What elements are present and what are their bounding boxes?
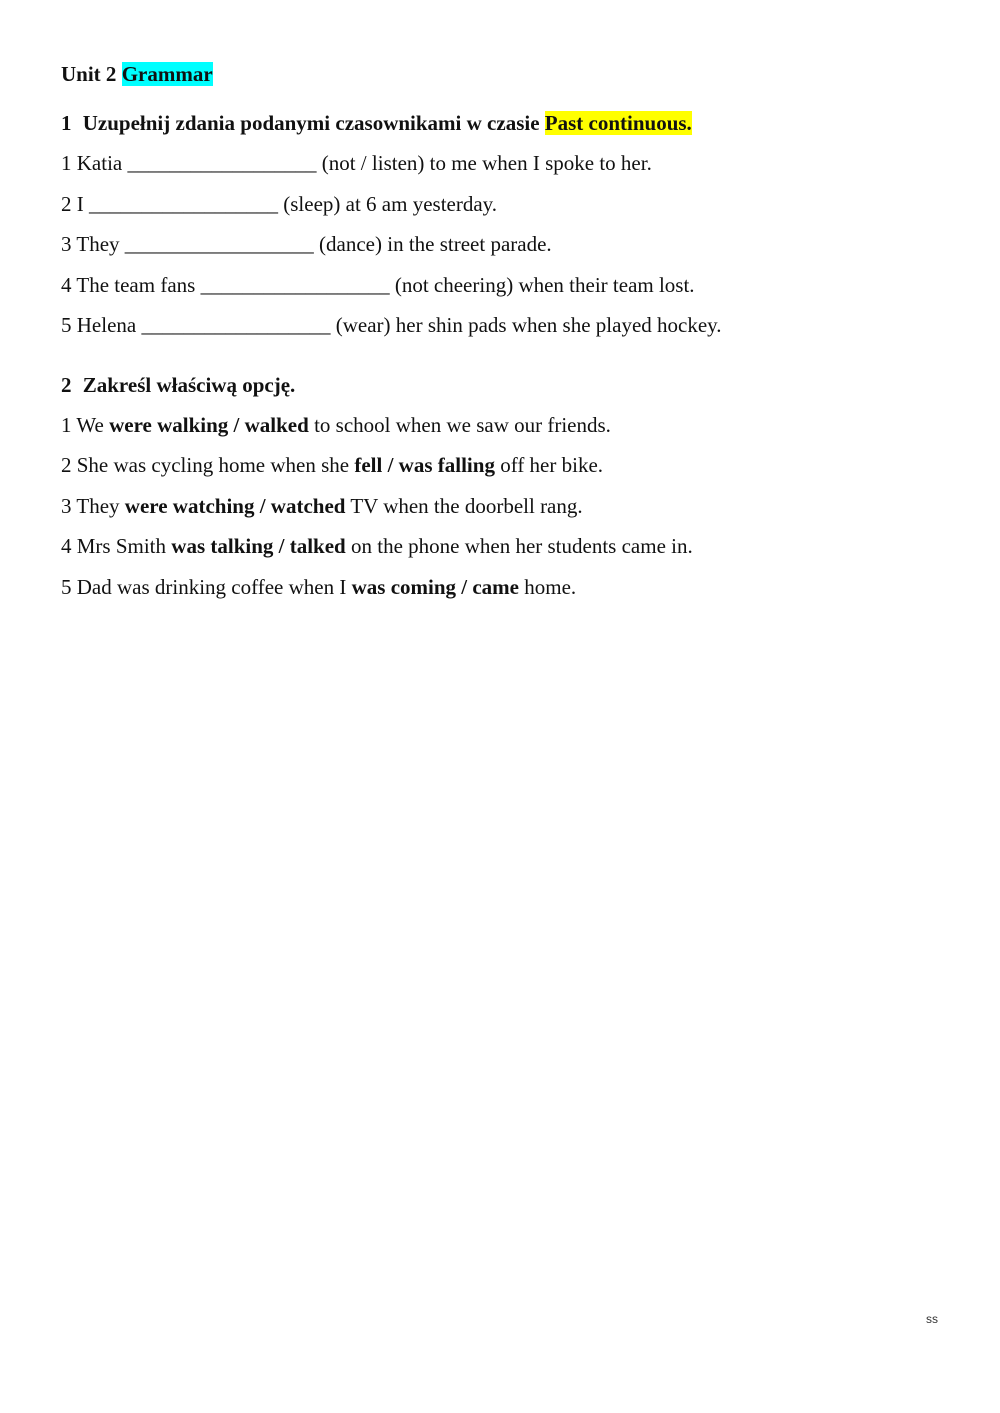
item-number: 1 bbox=[61, 412, 72, 437]
item-text-after: on the phone when her students came in. bbox=[350, 534, 693, 558]
item-rest: (not / listen) to me when I spoke to her. bbox=[321, 151, 652, 175]
answer-options[interactable]: fell / was falling bbox=[354, 453, 495, 477]
worksheet bbox=[61, 58, 961, 612]
exercise-1-item bbox=[61, 229, 961, 259]
item-text-after: TV when the doorbell rang. bbox=[350, 493, 583, 518]
exercise-1-instruction-text: Uzupełnij zdania podanymi czasownikami w czasie bbox=[82, 111, 540, 135]
item-number: 4 bbox=[61, 534, 72, 558]
footer-mark: ss bbox=[926, 1312, 938, 1326]
exercise-2-item bbox=[61, 531, 961, 561]
item-text-before: We bbox=[76, 412, 104, 437]
exercise-2-instruction bbox=[61, 370, 961, 400]
item-text-before: Mrs Smith bbox=[76, 534, 167, 558]
exercise-2-item bbox=[61, 450, 961, 480]
item-subject: Katia bbox=[76, 151, 123, 175]
item-text-before: Dad was drinking coffee when I bbox=[76, 574, 347, 599]
exercise-1-number: 1 bbox=[61, 111, 72, 135]
answer-blank[interactable]: __________________ bbox=[200, 272, 390, 297]
item-rest: (wear) her shin pads when she played hockey. bbox=[335, 313, 722, 337]
unit-title-highlight: Grammar bbox=[121, 62, 213, 86]
exercise-2-item bbox=[61, 491, 961, 521]
exercise-1-item bbox=[61, 148, 961, 178]
item-subject: Helena bbox=[76, 313, 137, 337]
item-rest: (sleep) at 6 am yesterday. bbox=[283, 191, 498, 216]
item-text-after: to school when we saw our friends. bbox=[314, 412, 611, 437]
item-number: 3 bbox=[61, 232, 72, 256]
item-rest: (not cheering) when their team lost. bbox=[394, 272, 695, 297]
section-spacer bbox=[61, 351, 961, 370]
exercise-1-item bbox=[61, 270, 961, 300]
item-text-after: off her bike. bbox=[500, 453, 604, 477]
answer-blank[interactable]: __________________ bbox=[127, 151, 317, 175]
answer-options[interactable]: were walking / walked bbox=[109, 412, 309, 437]
item-text-after: home. bbox=[524, 574, 577, 599]
answer-options[interactable]: were watching / watched bbox=[124, 493, 346, 518]
exercise-1-tense-highlight: Past continuous. bbox=[544, 111, 692, 135]
item-number: 5 bbox=[61, 574, 72, 599]
unit-title bbox=[61, 58, 961, 90]
unit-title-prefix: Unit 2 bbox=[61, 62, 117, 86]
exercise-2-item bbox=[61, 572, 961, 602]
item-subject: I bbox=[76, 191, 84, 216]
item-number: 4 bbox=[61, 272, 72, 297]
exercise-1-item bbox=[61, 310, 961, 340]
exercise-1-instruction bbox=[61, 108, 961, 138]
answer-blank[interactable]: __________________ bbox=[124, 232, 314, 256]
item-rest: (dance) in the street parade. bbox=[319, 232, 552, 256]
exercise-2-instruction-text: Zakreśl właściwą opcję. bbox=[82, 372, 296, 397]
item-number: 1 bbox=[61, 151, 72, 175]
item-number: 3 bbox=[61, 493, 72, 518]
item-number: 5 bbox=[61, 313, 72, 337]
answer-blank[interactable]: __________________ bbox=[89, 191, 278, 216]
answer-blank[interactable]: __________________ bbox=[141, 313, 331, 337]
exercise-1-item bbox=[61, 189, 961, 219]
item-subject: The team fans bbox=[76, 272, 196, 297]
exercise-2-number: 2 bbox=[61, 372, 72, 397]
item-text-before: She was cycling home when she bbox=[76, 453, 350, 477]
answer-options[interactable]: was coming / came bbox=[351, 574, 519, 599]
item-number: 2 bbox=[61, 191, 72, 216]
answer-options[interactable]: was talking / talked bbox=[171, 534, 346, 558]
item-subject: They bbox=[76, 232, 120, 256]
item-text-before: They bbox=[76, 493, 120, 518]
exercise-2-item bbox=[61, 410, 961, 440]
item-number: 2 bbox=[61, 453, 72, 477]
